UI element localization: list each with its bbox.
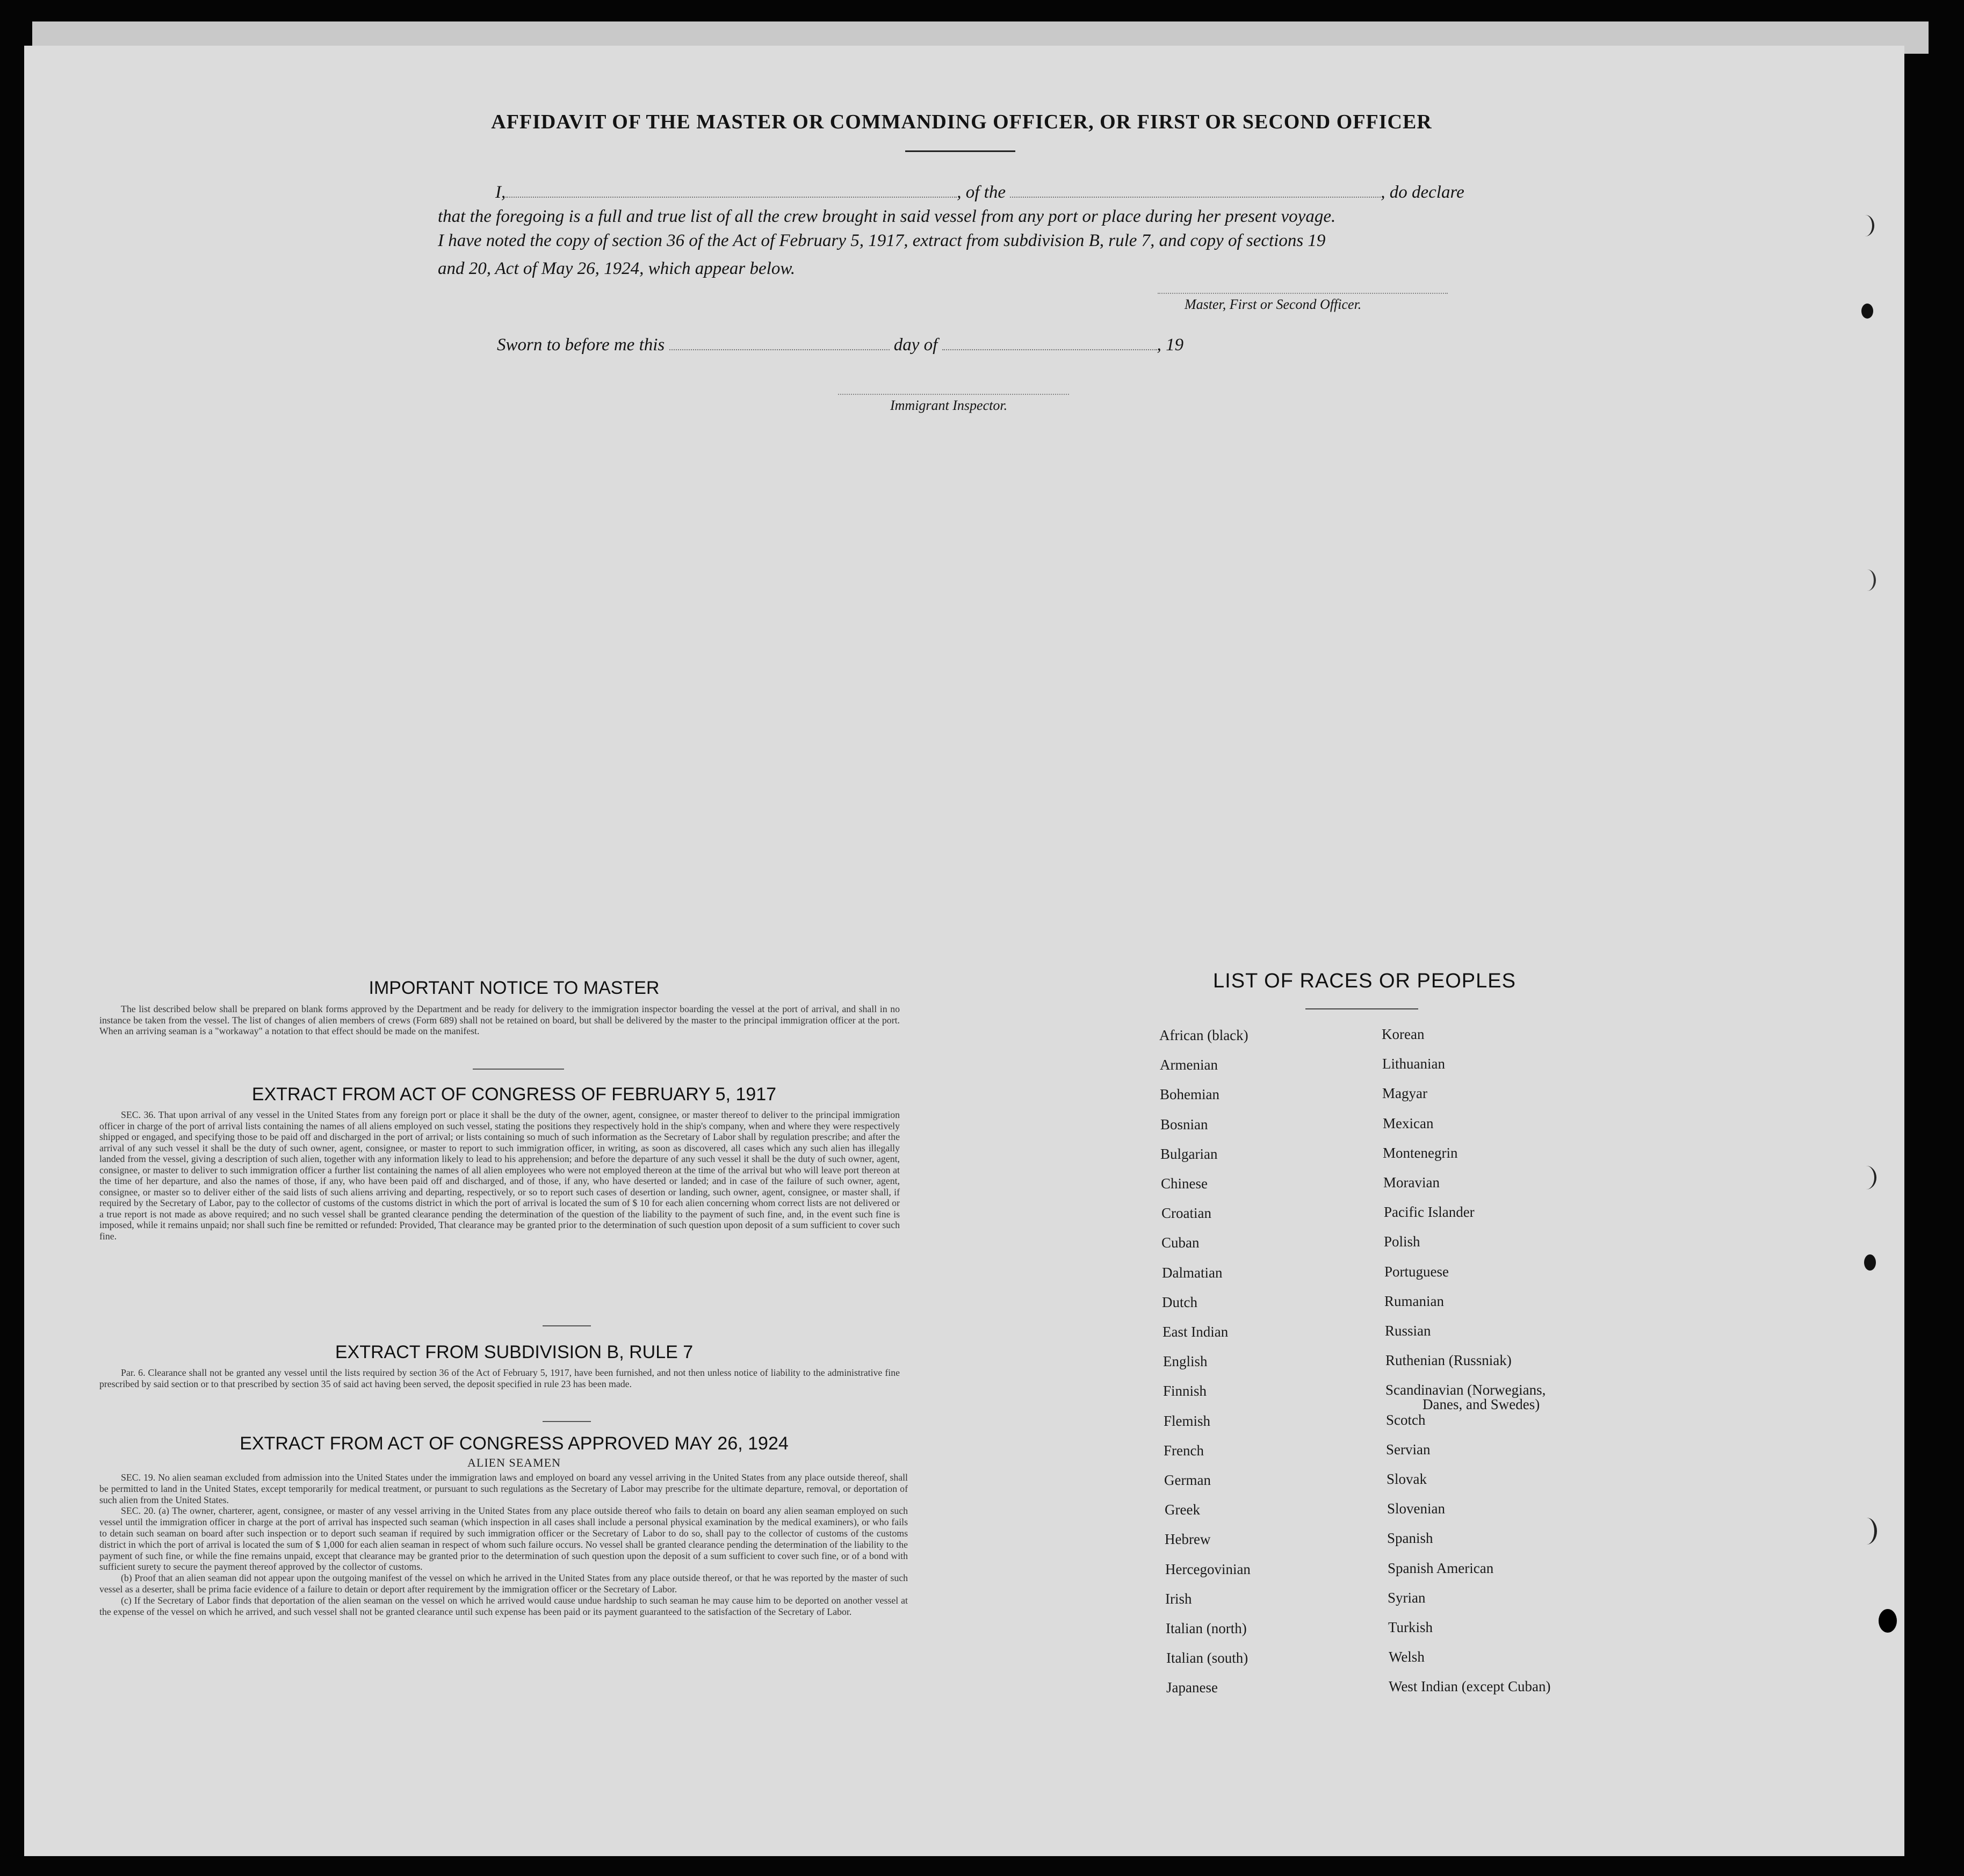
race-item: Finnish [1163,1383,1207,1399]
inspector-signature-line[interactable] [838,394,1069,395]
rule7-text [99,1367,900,1389]
race-item: Hercegovinian [1165,1561,1251,1577]
rule7-paragraph: Par. 6. Clearance shall not be granted any vessel until the lists required by section 36 of the Act of February 5, 1917, have been furnished, and not then unless notice of liability to the administrative fine prescribed by said section or to that prescribed by section 35 of said act having been served, the deposit specified in rule 23 has been made. [99,1367,900,1389]
declaration-line-1 [495,182,1464,203]
race-item: Scotch [1386,1412,1426,1428]
name-field[interactable] [506,182,957,198]
extract-1917-paragraph: SEC. 36. That upon arrival of any vessel in the United States from any foreign port or place it shall be the duty of the owner, agent, consignee, or master thereof to deliver to the principal immigration officer in charge of the port of arrival lists containing the names of all aliens employed on such vessel, stating the positions they respectively hold in the ship's company, when and where they were respectively shipped or engaged, and specifying those to be paid off and discharged in the port of arrival; or lists containing so much of such information as the Secretary of Labor shall by regulation prescribe; and after the arrival of any such vessel it shall be the duty of such owner, agent, consignee, or master to report to such immigration officer, in writing, as soon as discovered, all cases which any such alien has illegally landed from the vessel, giving a description of such alien, together with any information likely to lead to his apprehension; and before the departure of any such vessel it shall be the duty of such owner, agent, consignee, or master to deliver to such immigration officer a further list containing the names of all alien employees who were not employed thereon at the time of the arrival but who will leave port thereon at the time of her departure, and also the names of those, if any, who have been paid off and discharged, and of those, if any, who have deserted or landed; and in case of the failure of such owner, agent, consignee, or master so to deliver either of the said lists of such aliens arriving and departing, respectively, or so to report such cases of desertion or landing, such owner, agent, consignee, or master shall, if required by the Secretary of Labor, pay to the collector of customs of the customs district in which the port of arrival is located the sum of $ 10 for each alien concerning whom correct lists are not delivered or a true report is not made as above required; and no such vessel shall be granted clearance pending the determination of the question of the liability to the payment of such fine, and, in the event such fine is imposed, while it remains unpaid; nor shall such fine be remitted or refunded: Provided, That clearance may be granted prior to the determination of such question upon deposit of a sum sufficient to cover such fine. [99,1109,900,1242]
do-declare-label: , do declare [1381,183,1464,202]
race-item: East Indian [1162,1324,1229,1340]
race-item: African (black) [1159,1027,1248,1043]
extract-1924-heading: EXTRACT FROM ACT OF CONGRESS APPROVED MAY 26, 1924 [240,1433,789,1454]
race-item: West Indian (except Cuban) [1389,1678,1551,1694]
sec19-paragraph: SEC. 19. No alien seaman excluded from admission into the United States under the immigration laws and employed on board any vessel arriving in the United States from any place outside thereof, shall be permitted to land in the United States, except temporarily for medical treatment, or pursuant to such regulations as the Secretary of Labor may prescribe for the ultimate departure, removal, or deportation of such alien from the United States. [99,1472,908,1505]
race-item: Magyar [1382,1085,1427,1101]
race-item: Spanish American [1388,1560,1494,1576]
race-item: Montenegrin [1383,1145,1458,1161]
race-item: Lithuanian [1382,1056,1445,1072]
race-item: Italian (north) [1166,1620,1247,1636]
race-item: Spanish [1387,1530,1433,1546]
divider-3 [543,1421,591,1422]
race-item: Scandinavian (Norwegians, [1385,1382,1546,1398]
race-item: Hebrew [1165,1531,1211,1547]
master-signature-line[interactable] [1158,293,1448,294]
binder-hole [1856,1166,1876,1189]
declaration-line-2: that the foregoing is a full and true list of all the crew brought in said vessel from any port or place during her present voyage. [438,207,1336,226]
race-item: Russian [1385,1323,1431,1339]
race-item: Flemish [1164,1413,1211,1429]
sec20a-paragraph: SEC. 20. (a) The owner, charterer, agent, consignee, or master of any vessel arriving in the United States from any place outside thereof who fails to detain on board any alien seaman employed on such vessel until the immigration officer in charge at the port of arrival has inspected such seaman (which inspection in all cases shall include a personal physical examination by the medical examiners), or who fails to detain such seaman on board after such inspection or to deport such seaman if required by such immigration officer or the Secretary of Labor to do so, shall pay to the collector of customs of the customs district in which the port of arrival is located the sum of $ 1,000 for each alien seaman in respect of whom such failure occurs. No vessel shall be granted clearance pending the determination of the liability to the payment of such fine, or while the fine remains unpaid, except that clearance may be granted prior to the determination of such question upon the deposit of a sum sufficient to cover such fine, or of a bond with sufficient surety to secure the payment thereof approved by the collector of customs. [99,1505,908,1572]
race-item: Turkish [1388,1619,1433,1635]
extract-1924-text [99,1472,908,1617]
race-item: Syrian [1388,1590,1426,1606]
notice-text [99,1004,900,1037]
affidavit-title: AFFIDAVIT OF THE MASTER OR COMMANDING OFFICER, OR FIRST OR SECOND OFFICER [491,111,1432,133]
alien-seamen-subheading: ALIEN SEAMEN [467,1456,561,1469]
races-heading: LIST OF RACES OR PEOPLES [1213,970,1516,992]
divider-2 [543,1325,591,1326]
race-item: Korean [1382,1026,1425,1042]
race-item: Italian (south) [1166,1650,1248,1666]
race-item-continuation: Danes, and Swedes) [1423,1396,1540,1412]
sworn-day-field[interactable] [669,334,890,350]
race-item: Ruthenian (Russniak) [1385,1352,1512,1368]
binder-hole [1856,215,1874,236]
race-item: Slovenian [1387,1500,1445,1517]
binder-hole [1879,1609,1897,1633]
race-item: Moravian [1383,1174,1440,1190]
binder-hole [1864,1254,1876,1271]
race-item: Rumanian [1384,1293,1444,1309]
binder-hole [1861,304,1873,319]
notice-paragraph: The list described below shall be prepared on blank forms approved by the Department and be ready for delivery to the immigration inspector boarding the vessel at the port of arrival, and shall in no instance be taken from the vessel. The list of changes of alien members of crews (Form 689) shall not be retained on board, but shall be delivered by the master to the principal immigration officer at the port. When an arriving seaman is a "workaway" a notation to that effect should be made on the manifest. [99,1004,900,1036]
title-underline [905,150,1015,152]
year-label: , 19 [1157,335,1184,355]
race-item: Slovak [1387,1471,1427,1487]
race-item: German [1164,1472,1211,1488]
race-item: Dalmatian [1162,1265,1223,1281]
race-item: Greek [1165,1502,1200,1518]
declaration-line-4: and 20, Act of May 26, 1924, which appear below. [438,259,796,278]
sworn-line [497,334,1183,355]
race-item: Mexican [1383,1115,1434,1131]
sworn-label: Sworn to before me this [497,335,665,355]
sworn-month-field[interactable] [942,334,1157,350]
inspector-label: Immigrant Inspector. [890,398,1008,413]
day-of-label: day of [893,335,938,355]
race-item: Armenian [1160,1057,1218,1073]
race-item: Bulgarian [1160,1146,1218,1162]
race-item: English [1163,1353,1208,1369]
race-item: Cuban [1161,1235,1200,1251]
race-item: Bosnian [1160,1116,1208,1132]
race-item: Pacific Islander [1384,1204,1475,1220]
rule7-heading: EXTRACT FROM SUBDIVISION B, RULE 7 [335,1342,694,1362]
race-item: Croatian [1161,1205,1211,1221]
sec20c-paragraph: (c) If the Secretary of Labor finds that deportation of the alien seaman on the vessel on which he arrived would cause undue hardship to such seaman he may cause him to be deported on another vessel at the expense of the vessel on which he arrived, and such vessel shall not be granted clearance until such expense has been paid or its payment guaranteed to the satisfaction of the Secretary of Labor. [99,1594,908,1617]
binder-hole [1859,569,1876,591]
race-item: French [1164,1442,1204,1459]
declaration-line-3: I have noted the copy of section 36 of the Act of February 5, 1917, extract from subdivision B, rule 7, and copy of sections 19 [438,231,1326,250]
sec20b-paragraph: (b) Proof that an alien seaman did not appear upon the outgoing manifest of the vessel on which he arrived in the United States from any place outside thereof, or that he was reported by the master of such vessel as a deserter, shall be prima facie evidence of a failure to detain or deport after requirement by the immigration officer or the Secretary of Labor. [99,1572,908,1594]
race-item: Polish [1384,1233,1420,1250]
divider-1 [473,1069,564,1070]
of-the-label: , of the [957,183,1006,202]
race-item: Dutch [1162,1294,1197,1310]
race-item: Welsh [1389,1649,1425,1665]
binder-hole [1856,1518,1877,1545]
vessel-field[interactable] [1010,182,1381,198]
race-item: Bohemian [1160,1086,1219,1102]
extract-1917-heading: EXTRACT FROM ACT OF CONGRESS OF FEBRUARY 5, 1917 [251,1084,777,1105]
race-item: Servian [1386,1441,1431,1457]
race-item: Portuguese [1384,1264,1449,1280]
extract-1917-text [99,1109,900,1242]
race-item: Chinese [1161,1175,1208,1192]
races-underline [1305,1008,1418,1009]
master-signature-label: Master, First or Second Officer. [1185,297,1362,312]
race-item: Irish [1165,1591,1192,1607]
race-item: Japanese [1166,1679,1218,1695]
notice-heading: IMPORTANT NOTICE TO MASTER [369,978,660,998]
i-label: I, [495,183,506,202]
